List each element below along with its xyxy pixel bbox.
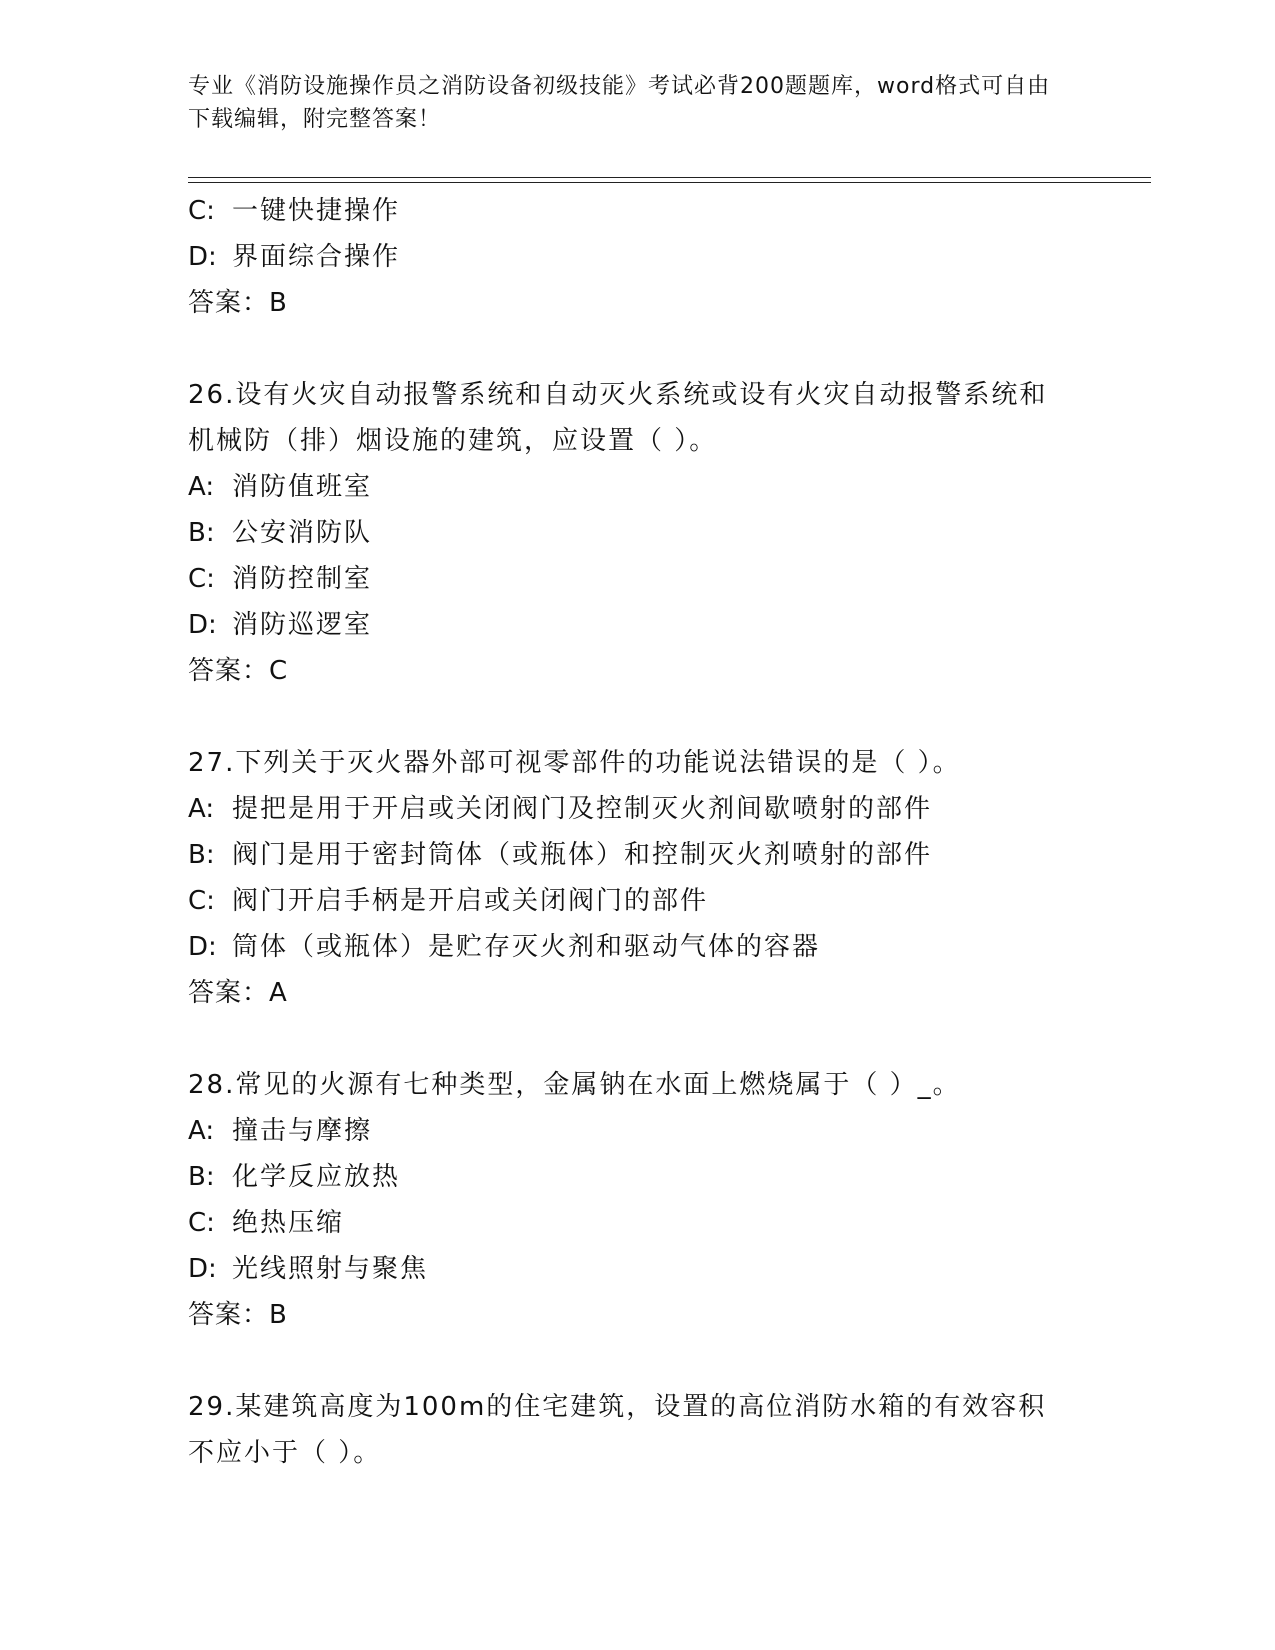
question-26 [188, 372, 1088, 694]
option-label: C: [188, 1208, 215, 1238]
option-text: 阀门是用于密封筒体（或瓶体）和控制灭火剂喷射的部件 [232, 840, 933, 870]
option-text: 阀门开启手柄是开启或关闭阀门的部件 [232, 886, 709, 916]
header-rule-bottom [188, 182, 1151, 183]
question-28 [188, 1062, 1088, 1338]
option-text: 消防值班室 [232, 472, 373, 502]
option-label: D: [188, 932, 217, 962]
answer: 答案：B [188, 1300, 288, 1330]
option-label: C: [188, 564, 215, 594]
option-c [188, 188, 1088, 234]
option-c [188, 1200, 1088, 1246]
question-25-tail [188, 188, 1088, 326]
question-stem: 29.某建筑高度为100m的住宅建筑，设置的高位消防水箱的有效容积 [188, 1392, 1047, 1422]
option-d [188, 602, 1088, 648]
option-label: A: [188, 794, 215, 824]
document-body [188, 188, 1088, 1476]
option-b [188, 510, 1088, 556]
option-c [188, 878, 1088, 924]
option-d [188, 924, 1088, 970]
option-text: 公安消防队 [232, 518, 373, 548]
option-b [188, 832, 1088, 878]
option-label: C: [188, 886, 215, 916]
question-29 [188, 1384, 1088, 1476]
question-stem-cont: 机械防（排）烟设施的建筑，应设置（ ）。 [188, 426, 718, 456]
spacer [188, 1016, 1088, 1062]
answer: 答案：B [188, 288, 288, 318]
spacer [188, 326, 1088, 372]
option-d [188, 234, 1088, 280]
spacer [188, 1338, 1088, 1384]
option-label: D: [188, 610, 217, 640]
question-stem: 26.设有火灾自动报警系统和自动灭火系统或设有火灾自动报警系统和 [188, 380, 1048, 410]
question-stem: 28.常见的火源有七种类型，金属钠在水面上燃烧属于（ ）_。 [188, 1070, 961, 1100]
question-27 [188, 740, 1088, 1016]
spacer [188, 694, 1088, 740]
option-text: 消防控制室 [232, 564, 373, 594]
option-label: D: [188, 242, 217, 272]
option-text: 化学反应放热 [232, 1162, 401, 1192]
option-label: A: [188, 472, 215, 502]
option-a [188, 786, 1088, 832]
answer: 答案：C [188, 656, 289, 686]
answer: 答案：A [188, 978, 288, 1008]
option-d [188, 1246, 1088, 1292]
question-stem: 27.下列关于灭火器外部可视零部件的功能说法错误的是（ ）。 [188, 748, 961, 778]
option-text: 消防巡逻室 [232, 610, 373, 640]
option-c [188, 556, 1088, 602]
option-text: 界面综合操作 [232, 242, 401, 272]
option-text: 筒体（或瓶体）是贮存灭火剂和驱动气体的容器 [232, 932, 821, 962]
option-text: 提把是用于开启或关闭阀门及控制灭火剂间歇喷射的部件 [232, 794, 933, 824]
option-a [188, 464, 1088, 510]
document-header [188, 70, 1068, 136]
option-a [188, 1108, 1088, 1154]
question-stem-cont: 不应小于（ ）。 [188, 1438, 382, 1468]
option-label: B: [188, 840, 215, 870]
option-text: 撞击与摩擦 [232, 1116, 373, 1146]
option-label: B: [188, 1162, 215, 1192]
option-b [188, 1154, 1088, 1200]
option-label: D: [188, 1254, 217, 1284]
option-label: A: [188, 1116, 215, 1146]
option-text: 一键快捷操作 [232, 196, 401, 226]
header-title: 专业《消防设施操作员之消防设备初级技能》考试必背200题题库，word格式可自由下载编辑，附完整答案！ [188, 74, 1051, 132]
option-text: 绝热压缩 [232, 1208, 345, 1238]
option-label: B: [188, 518, 215, 548]
option-text: 光线照射与聚焦 [232, 1254, 429, 1284]
option-label: C: [188, 196, 215, 226]
header-rule-top [188, 177, 1151, 178]
